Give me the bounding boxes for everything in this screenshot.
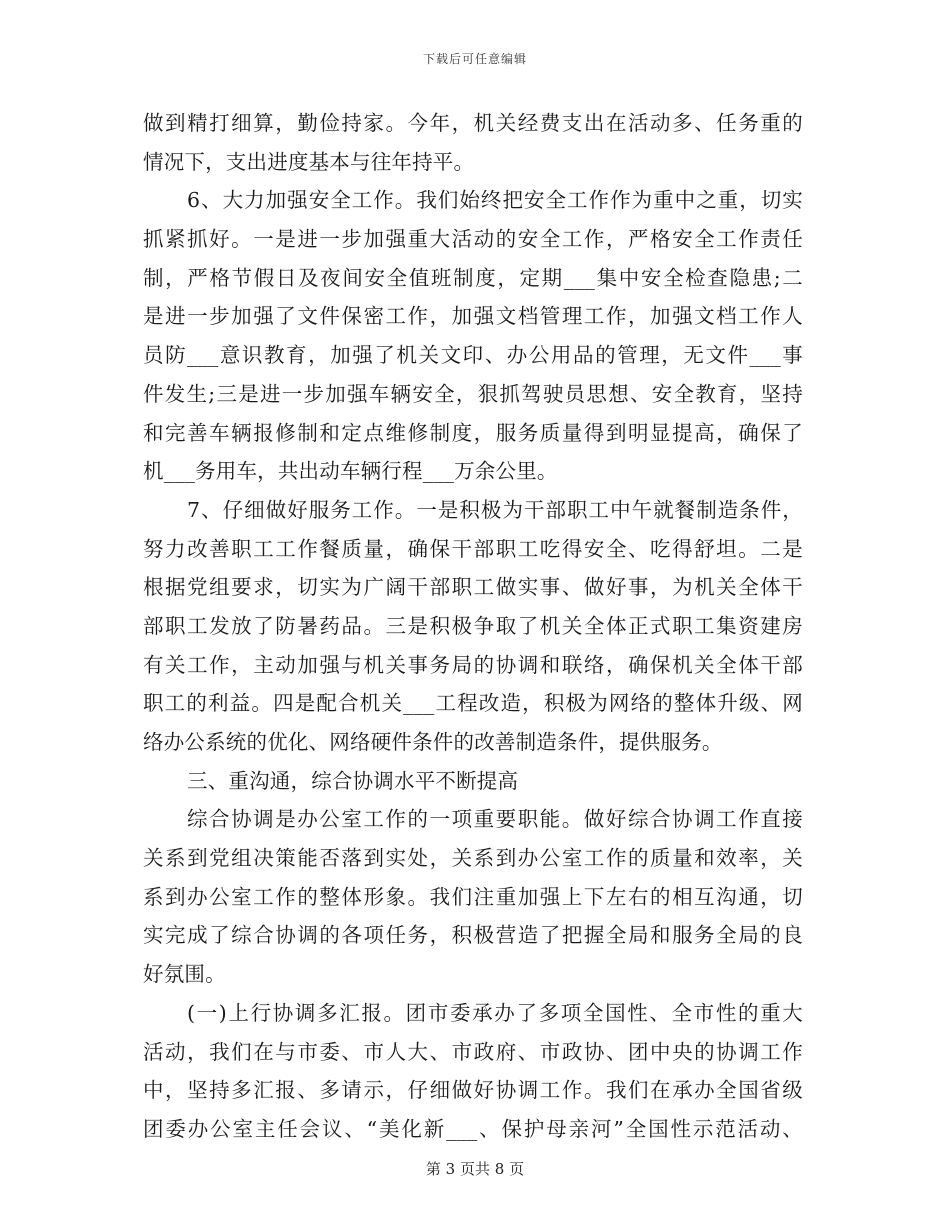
text-line: 根据党组要求，切实为广阔干部职工做实事、做好事，为机关全体干 xyxy=(143,575,803,600)
text-line: 活动，我们在与市委、市人大、市政府、市政协、团中央的协调工作 xyxy=(143,1039,803,1064)
text-line: 员防___意识教育，加强了机关文印、办公用品的管理，无文件___事 xyxy=(143,343,803,368)
text-line: 综合协调是办公室工作的一项重要职能。做好综合协调工作直接 xyxy=(187,807,803,832)
text-line: 件发生;三是进一步加强车辆安全，狠抓驾驶员思想、安全教育，坚持 xyxy=(143,381,803,406)
text-line: 关系到党组决策能否落到实处，关系到办公室工作的质量和效率，关 xyxy=(143,846,803,871)
text-line: 实完成了综合协调的各项任务，积极营造了把握全局和服务全局的良 xyxy=(143,923,803,948)
text-line: 制，严格节假日及夜间安全值班制度，定期___集中安全检查隐患;二 xyxy=(143,265,803,290)
text-line: 抓紧抓好。一是进一步加强重大活动的安全工作，严格安全工作责任 xyxy=(143,227,803,252)
text-line: (一)上行协调多汇报。团市委承办了多项全国性、全市性的重大 xyxy=(187,1000,803,1025)
text-line: 情况下，支出进度基本与往年持平。 xyxy=(143,149,475,174)
text-line: 好氛围。 xyxy=(143,962,226,987)
text-line: 做到精打细算，勤俭持家。今年，机关经费支出在活动多、任务重的 xyxy=(143,111,803,135)
page-header: 下载后可任意编辑 xyxy=(422,52,527,66)
text-line: 是进一步加强了文件保密工作，加强文档管理工作，加强文档工作人 xyxy=(143,304,803,329)
text-line: 中，坚持多汇报、多请示，仔细做好协调工作。我们在承办全国省级 xyxy=(143,1078,803,1103)
text-line: 络办公系统的优化、网络硬件条件的改善制造条件，提供服务。 xyxy=(143,730,723,754)
text-line: 和完善车辆报修制和定点维修制度，服务质量得到明显提高，确保了 xyxy=(143,420,803,445)
text-line: 系到办公室工作的整体形象。我们注重加强上下左右的相互沟通，切 xyxy=(143,884,803,909)
document-body xyxy=(143,104,803,1149)
text-line: 6、大力加强安全工作。我们始终把安全工作作为重中之重，切实 xyxy=(187,188,803,213)
text-line: 团委办公室主任会议、“美化新___、保护母亲河”全国性示范活动、 xyxy=(143,1116,803,1141)
text-line: 有关工作，主动加强与机关事务局的协调和联络，确保机关全体干部 xyxy=(143,652,803,677)
text-line: 机___务用车，共出动车辆行程___万余公里。 xyxy=(143,459,558,484)
text-line: 7、仔细做好服务工作。一是积极为干部职工中午就餐制造条件， xyxy=(187,497,803,522)
text-line: 三、重沟通，综合协调水平不断提高 xyxy=(187,768,519,793)
text-line: 部职工发放了防暑药品。三是积极争取了机关全体正式职工集资建房 xyxy=(143,613,803,638)
text-line: 职工的利益。四是配合机关___工程改造，积极为网络的整体升级、网 xyxy=(143,691,803,716)
text-line: 努力改善职工工作餐质量，确保干部职工吃得安全、吃得舒坦。二是 xyxy=(143,536,803,561)
page-footer: 第 3 页共 8 页 xyxy=(425,1160,525,1178)
